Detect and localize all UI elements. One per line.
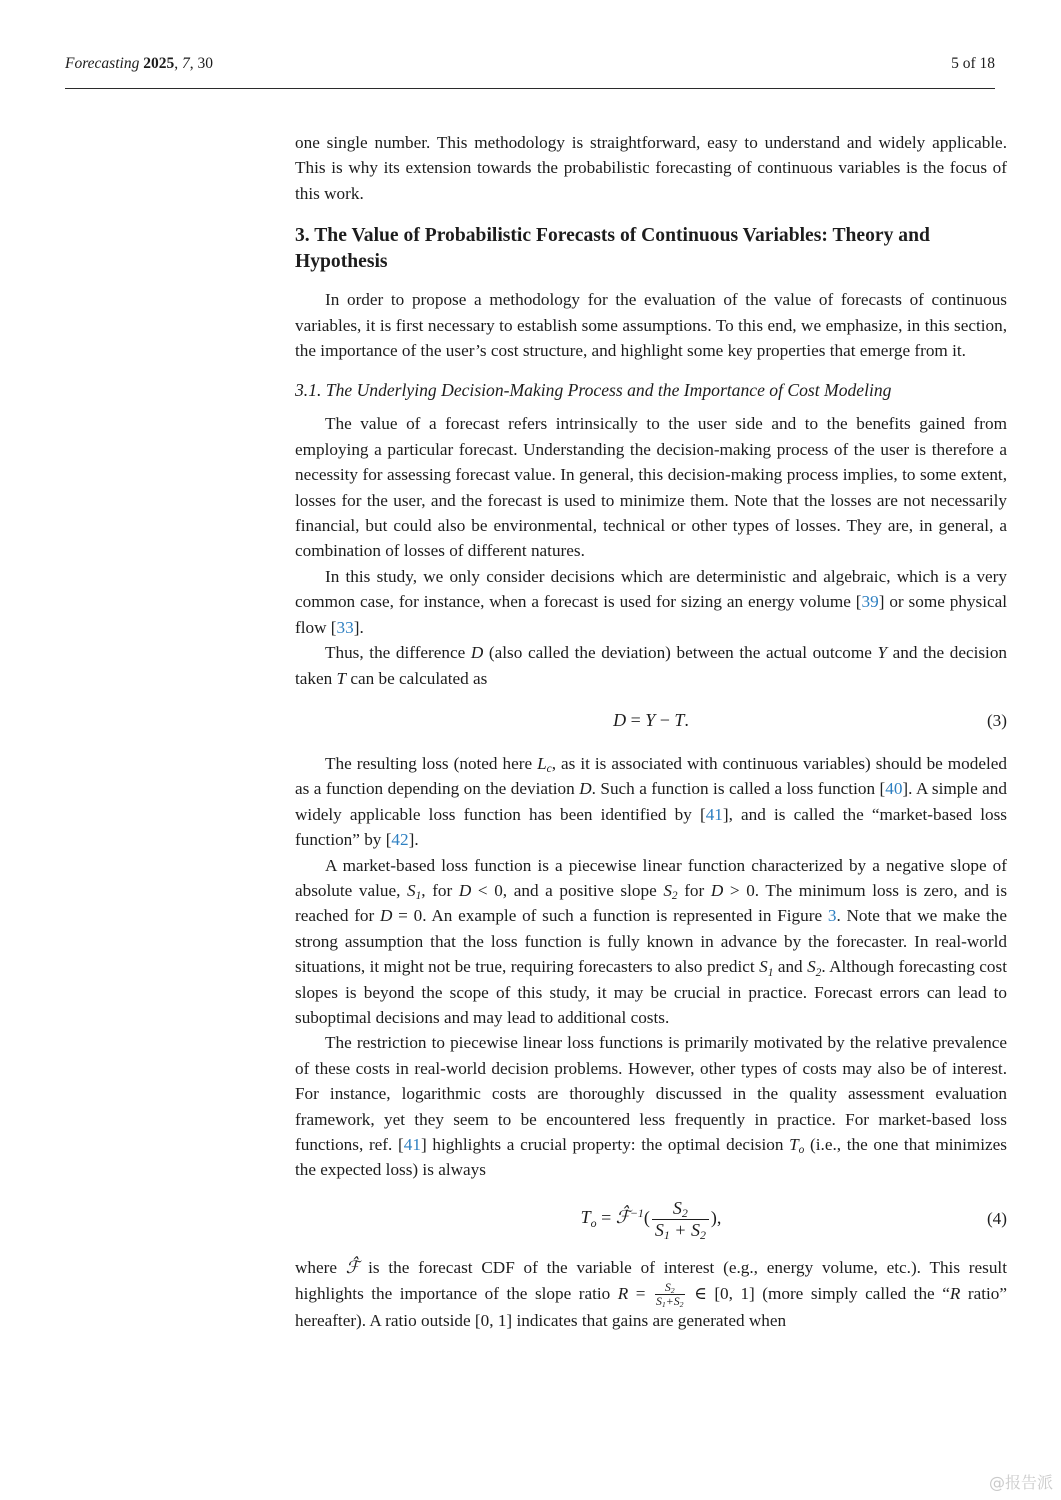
paragraph-decisions <box>295 564 1007 640</box>
math-var: R <box>617 1283 629 1303</box>
text-run: ), <box>710 1207 722 1228</box>
text-run: ] highlights a crucial property: the optimal decision <box>420 1135 790 1154</box>
text-run: . Note that we make the strong assumption that the loss function is fully known in advance by the forecaster. In real-world situations, it might not be true, requiring forecasters to also predict <box>295 906 1007 977</box>
math-var: D <box>579 779 592 799</box>
paragraph-assumptions <box>295 287 1007 363</box>
text-run: . Although forecasting cost slopes is beyond the scope of this study, it may be crucial in practice. Forecast errors can lead to suboptimal decisions and may lead to additional costs. <box>295 957 1007 1027</box>
text-run: one single number. This methodology is straightforward, easy to understand and widely applicable. This is why its extension towards the probabilistic forecasting of continuous variables is the focus of this work. <box>295 133 1007 203</box>
text-run: ]. <box>353 617 364 637</box>
text-run: + <box>669 1219 691 1240</box>
citation-link[interactable]: 41 <box>705 804 723 824</box>
citation-link[interactable]: 39 <box>861 592 879 612</box>
equation-4-expression <box>580 1197 722 1243</box>
text-run: , as it is associated with continuous variables) should be modeled as a function depending on the deviation <box>295 753 1007 799</box>
math-var: $S_2$ <box>663 880 678 903</box>
math-var: $S_2$ <box>807 957 822 979</box>
paragraph-deviation <box>295 640 1007 691</box>
citation-link[interactable]: 40 <box>885 779 903 799</box>
math-var: D <box>470 643 484 663</box>
math-var: $L_c$ <box>537 753 552 776</box>
math-var: $S_1$ <box>759 957 774 979</box>
section-heading: 3. The Value of Probabilistic Forecasts of Continuous Variables: Theory and Hypothesis <box>295 225 930 273</box>
text-run: In order to propose a methodology for the evaluation of the value of forecasts of continuous variables, it is first necessary to establish some assumptions. To this end, we emphasize, in this section, the importance of the user’s cost structure, and highlight some key properties that emerge from it. <box>295 290 1007 361</box>
math-var: $S_2$ <box>672 1197 688 1221</box>
text-run: and the decision taken <box>295 643 1008 688</box>
text-run: > 0. The minimum loss is zero, and is reached for <box>295 880 1008 926</box>
equation-4 <box>295 1197 1007 1243</box>
paragraph-piecewise-restriction <box>295 1030 1007 1182</box>
text-run: The value of a forecast refers intrinsically to the user side and to the benefits gained from employing a particular forecast. Understanding the decision-making process of the user is therefore a necessity for assessing forecast value. In general, this decision-making process implies, to some extent, losses for the user, and the forecast is used to minimize them. Note that the losses are not necessarily financial, but could also be environmental, technical or other types of losses. They are, in general, a combination of losses of different natures. <box>295 414 1007 561</box>
text-run: = <box>626 710 646 731</box>
paragraph-forecast-value <box>295 411 1007 563</box>
math-var: $S_1$ <box>656 1294 666 1310</box>
math-var: D <box>458 880 472 900</box>
fraction-numerator <box>673 1198 688 1219</box>
bold-text: 2025 <box>143 55 175 72</box>
text-run: can be calculated as <box>346 668 488 688</box>
journal-reference <box>65 55 213 73</box>
text-run: (also called the deviation) between the actual outcome <box>483 643 878 663</box>
text-run: + <box>665 1294 674 1309</box>
text-run: The restriction to piecewise linear loss functions is primarily motivated by the relative prevalence of these costs in real-world decision problems. However, other types of costs may also be of interest. For instance, logarithmic costs are thoroughly discussed in the quality assessment evaluation framework, yet they seem to be encountered less frequently in practice. For market-based loss functions, ref. [ <box>295 1033 1007 1154</box>
page-number: 5 of 18 <box>951 55 995 72</box>
text-run: is the forecast CDF of the variable of interest (e.g., energy volume, etc.). This result highlights the importance of the slope ratio <box>295 1258 1007 1303</box>
text-run: Thus, the difference <box>325 643 471 663</box>
text-run: , 30 <box>189 55 213 72</box>
text-run: − <box>655 710 675 731</box>
paragraph-market-based-loss <box>295 853 1007 1031</box>
text-run: for <box>677 880 711 900</box>
text-run: A market-based loss function is a piecewise linear function characterized by a negative slope of absolute value, <box>295 855 1007 900</box>
text-run: = <box>628 1283 653 1303</box>
equation-3-expression <box>613 708 689 733</box>
fraction-denominator <box>655 1294 685 1308</box>
text-run: < 0, and a positive slope <box>471 880 664 900</box>
fraction <box>653 1281 687 1308</box>
math-var: $T_o$ <box>580 1207 597 1230</box>
fraction-denominator <box>652 1219 709 1241</box>
fraction <box>650 1197 711 1243</box>
text-run: . <box>684 710 689 731</box>
math-var: R <box>949 1283 961 1303</box>
text-run: In this study, we only consider decisions which are deterministic and algebraic, which is a very common case, for instance, when a forecast is used for sizing an energy volume [ <box>295 566 1007 612</box>
math-var: Y <box>645 710 656 731</box>
text-run: ratio” hereafter). A ratio outside [0, 1] indicates that gains are generated when <box>295 1283 1007 1331</box>
fraction-numerator <box>665 1281 675 1294</box>
text-run: = <box>596 1207 616 1228</box>
paragraph-intro-continuation <box>295 130 1007 206</box>
paragraph-loss-function <box>295 751 1007 853</box>
citation-link[interactable]: 42 <box>391 830 409 850</box>
text-run: (i.e., the one that minimizes the expected loss) is always <box>295 1135 1007 1180</box>
watermark: @报告派 <box>988 1473 1053 1492</box>
equation-4-number: (4) <box>986 1209 1007 1229</box>
math-var: $S_2$ <box>664 1279 675 1296</box>
figure-link[interactable]: 3 <box>827 906 837 926</box>
text-run: , for <box>421 880 459 900</box>
math-var: $S_1$ <box>407 880 422 903</box>
text-run: and <box>773 957 808 977</box>
text-run: where <box>295 1258 346 1278</box>
math-var: $S_2$ <box>673 1294 684 1310</box>
text-run: ∈ [0, 1] (more simply called the “ <box>686 1283 950 1303</box>
equation-3 <box>295 706 1007 736</box>
text-run: , <box>174 55 182 72</box>
text-run: ] or some physical flow [ <box>295 592 1007 637</box>
math-var: D <box>613 710 627 731</box>
citation-link[interactable]: 33 <box>336 617 354 637</box>
text-run: = 0. An example of such a function is represented in Figure <box>392 906 828 926</box>
math-var: T <box>674 710 685 731</box>
header-divider <box>65 88 995 89</box>
text-run: ]. A simple and widely applicable loss function has been identified by [ <box>295 779 1007 824</box>
math-var: 7 <box>181 55 190 72</box>
text-run: ]. <box>408 830 419 850</box>
math-var: $S_1$ <box>654 1219 670 1243</box>
math-var: Forecasting <box>65 55 140 72</box>
math-var: ℱ̂ <box>345 1258 360 1278</box>
article-body <box>295 130 1007 1334</box>
math-var: D <box>710 880 724 900</box>
text-run: The resulting loss (noted here <box>325 753 538 773</box>
citation-link[interactable]: 41 <box>403 1135 421 1154</box>
paragraph-r-ratio <box>295 1255 1007 1334</box>
text-run: ( <box>643 1207 650 1228</box>
math-var: $S_2$ <box>690 1219 706 1243</box>
text-run: . Such a function is called a loss function [ <box>591 779 886 799</box>
math-var: T <box>336 668 347 688</box>
text-run: ], and is called the “market-based loss function” by [ <box>295 804 1007 850</box>
subsection-heading: 3.1. The Underlying Decision-Making Process and the Importance of Cost Modeling <box>295 380 892 401</box>
math-var: D <box>380 906 393 926</box>
equation-3-number: (3) <box>986 711 1007 731</box>
math-var: Y <box>877 643 888 663</box>
math-var: ℱ̂$^{-1}$ <box>615 1205 644 1228</box>
page-header <box>65 55 995 73</box>
math-var: $T_o$ <box>789 1135 805 1157</box>
